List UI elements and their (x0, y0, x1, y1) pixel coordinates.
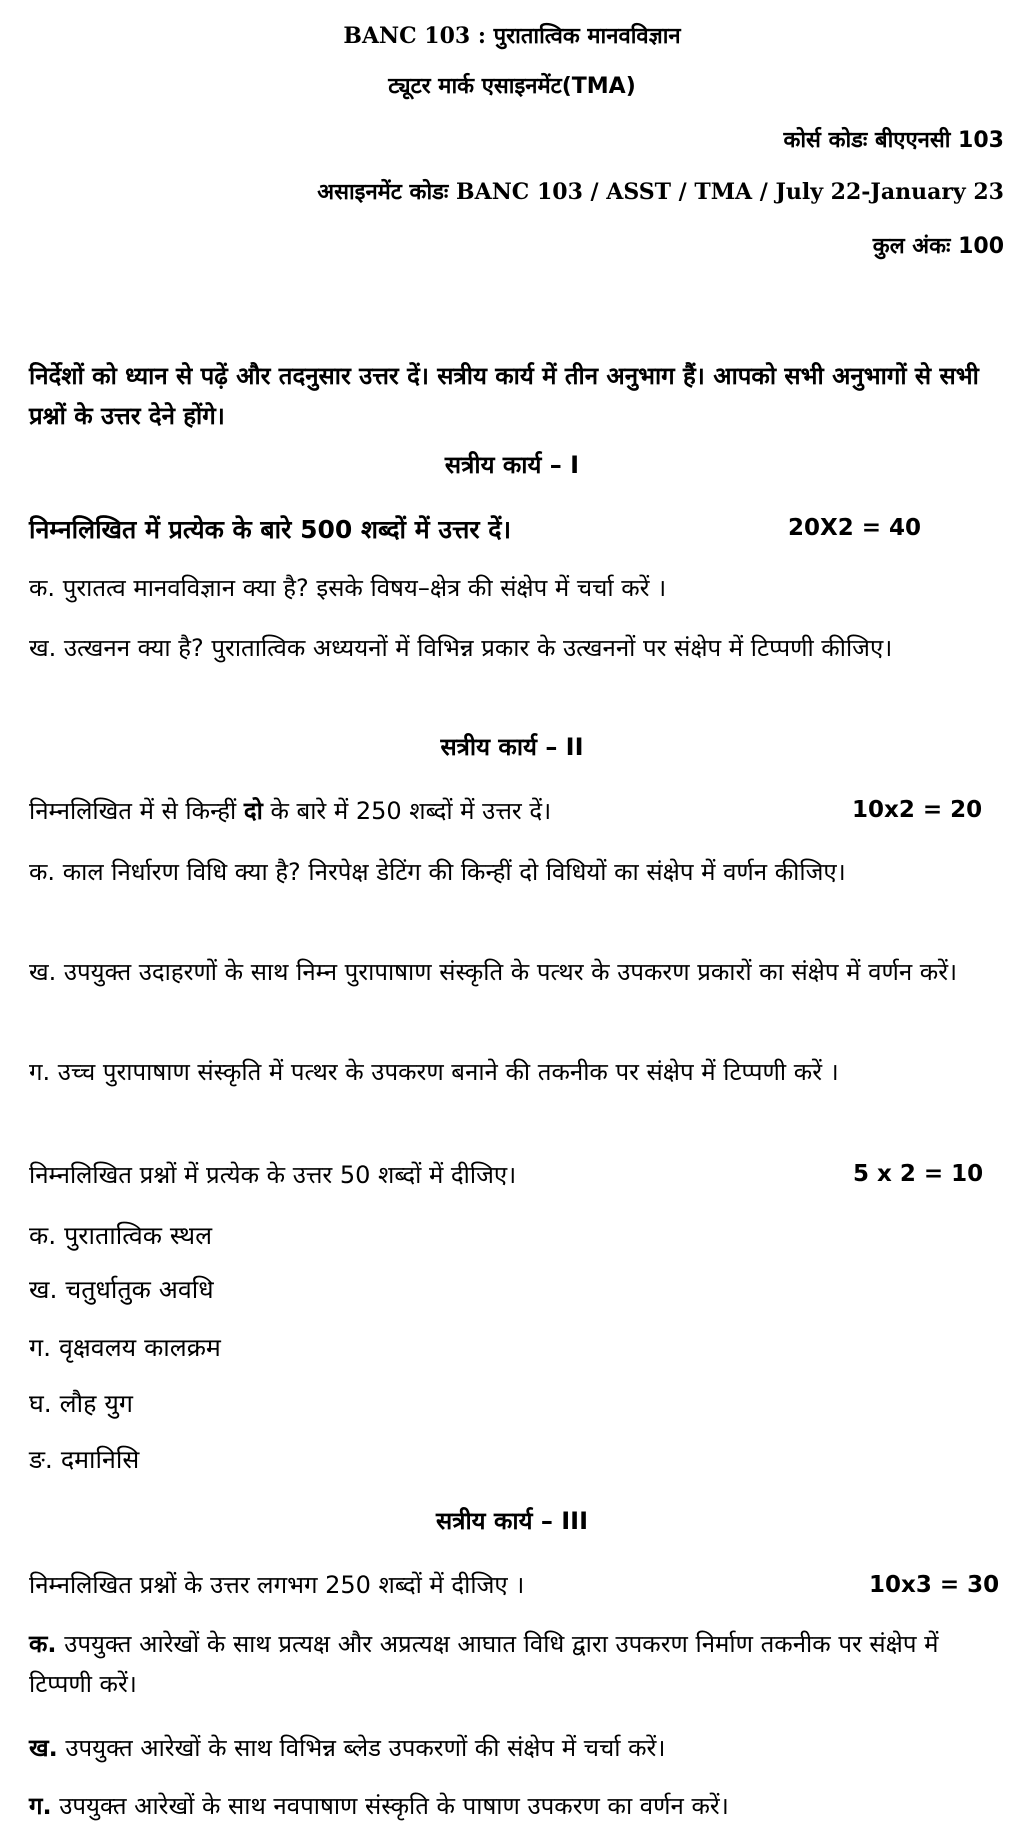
section-2-q1: क. काल निर्धारण विधि क्या है? निरपेक्ष डेटिंग की किन्हीं दो विधियों का संक्षेप में वर्णन कीजिए। (29, 858, 846, 886)
short-item: घ. लौह युग (29, 1389, 133, 1418)
assignment-type: ट्यूटर मार्क एसाइनमेंट(TMA) (388, 74, 636, 99)
section-2-prompt: निम्नलिखित में से किन्हीं दो के बारे में 250 शब्दों में उत्तर दें। (29, 797, 552, 825)
section-3-q3: ग. उपयुक्त आरेखों के साथ नवपाषाण संस्कृति के पाषाण उपकरण का वर्णन करें। (29, 1792, 729, 1820)
section-1-marks: 20X2 = 40 (788, 515, 922, 541)
short-item: ख. चतुर्धातुक अवधि (29, 1275, 214, 1304)
section-1-q1: क. पुरातत्व मानवविज्ञान क्या है? इसके विषय–क्षेत्र की संक्षेप में चर्चा करें । (29, 574, 667, 602)
course-code: कोर्स कोडः बीएएनसी 103 (783, 128, 1004, 153)
section-2-title: सत्रीय कार्य – II (440, 733, 584, 761)
assignment-code: असाइनमेंट कोडः BANC 103 / ASST / TMA / July 22-January 23 (317, 179, 1004, 205)
section-1-title: सत्रीय कार्य – I (444, 451, 580, 479)
section-1-prompt: निम्नलिखित में प्रत्येक के बारे 500 शब्दों में उत्तर दें। (29, 515, 512, 544)
short-item: क. पुरातात्विक स्थल (29, 1221, 213, 1250)
section-2-short-marks: 5 x 2 = 10 (853, 1161, 984, 1187)
section-2-marks: 10x2 = 20 (852, 797, 983, 823)
section-3-q1: क. उपयुक्त आरेखों के साथ प्रत्यक्ष और अप्रत्यक्ष आघात विधि द्वारा उपकरण निर्माण तकनीक पर संक्षेप में टिप्पणी करें। (29, 1630, 939, 1698)
section-2-q2: ख. उपयुक्त उदाहरणों के साथ निम्न पुरापाषाण संस्कृति के पत्थर के उपकरण प्रकारों का संक्षेप में वर्णन करें। (29, 958, 958, 986)
short-item: ङ. दमानिसि (29, 1445, 140, 1474)
section-1-q2: ख. उत्खनन क्या है? पुरातात्विक अध्ययनों में विभिन्न प्रकार के उत्खननों पर संक्षेप में टिप्पणी कीजिए। (29, 634, 893, 662)
section-3-marks: 10x3 = 30 (869, 1572, 1000, 1598)
section-3-title: सत्रीय कार्य – III (435, 1507, 589, 1535)
section-2-q3: ग. उच्च पुरापाषाण संस्कृति में पत्थर के उपकरण बनाने की तकनीक पर संक्षेप में टिप्पणी करें । (29, 1058, 839, 1086)
total-marks: कुल अंकः 100 (872, 234, 1004, 259)
section-3-prompt: निम्नलिखित प्रश्नों के उत्तर लगभग 250 शब्दों में दीजिए । (29, 1571, 525, 1599)
section-3-q2: ख. उपयुक्त आरेखों के साथ विभिन्न ब्लेड उपकरणों की संक्षेप में चर्चा करें। (29, 1734, 666, 1762)
course-title: BANC 103 : पुरातात्विक मानवविज्ञान (343, 23, 681, 49)
short-item: ग. वृक्षवलय कालक्रम (29, 1333, 221, 1362)
instructions: निर्देशों को ध्यान से पढ़ें और तदनुसार उत्तर दें। सत्रीय कार्य में तीन अनुभाग हैं। आपको सभी अनुभागों से सभी प्रश्नों के उत्तर देने होंगे। (29, 362, 979, 430)
section-2-short-prompt: निम्नलिखित प्रश्नों में प्रत्येक के उत्तर 50 शब्दों में दीजिए। (29, 1161, 517, 1189)
